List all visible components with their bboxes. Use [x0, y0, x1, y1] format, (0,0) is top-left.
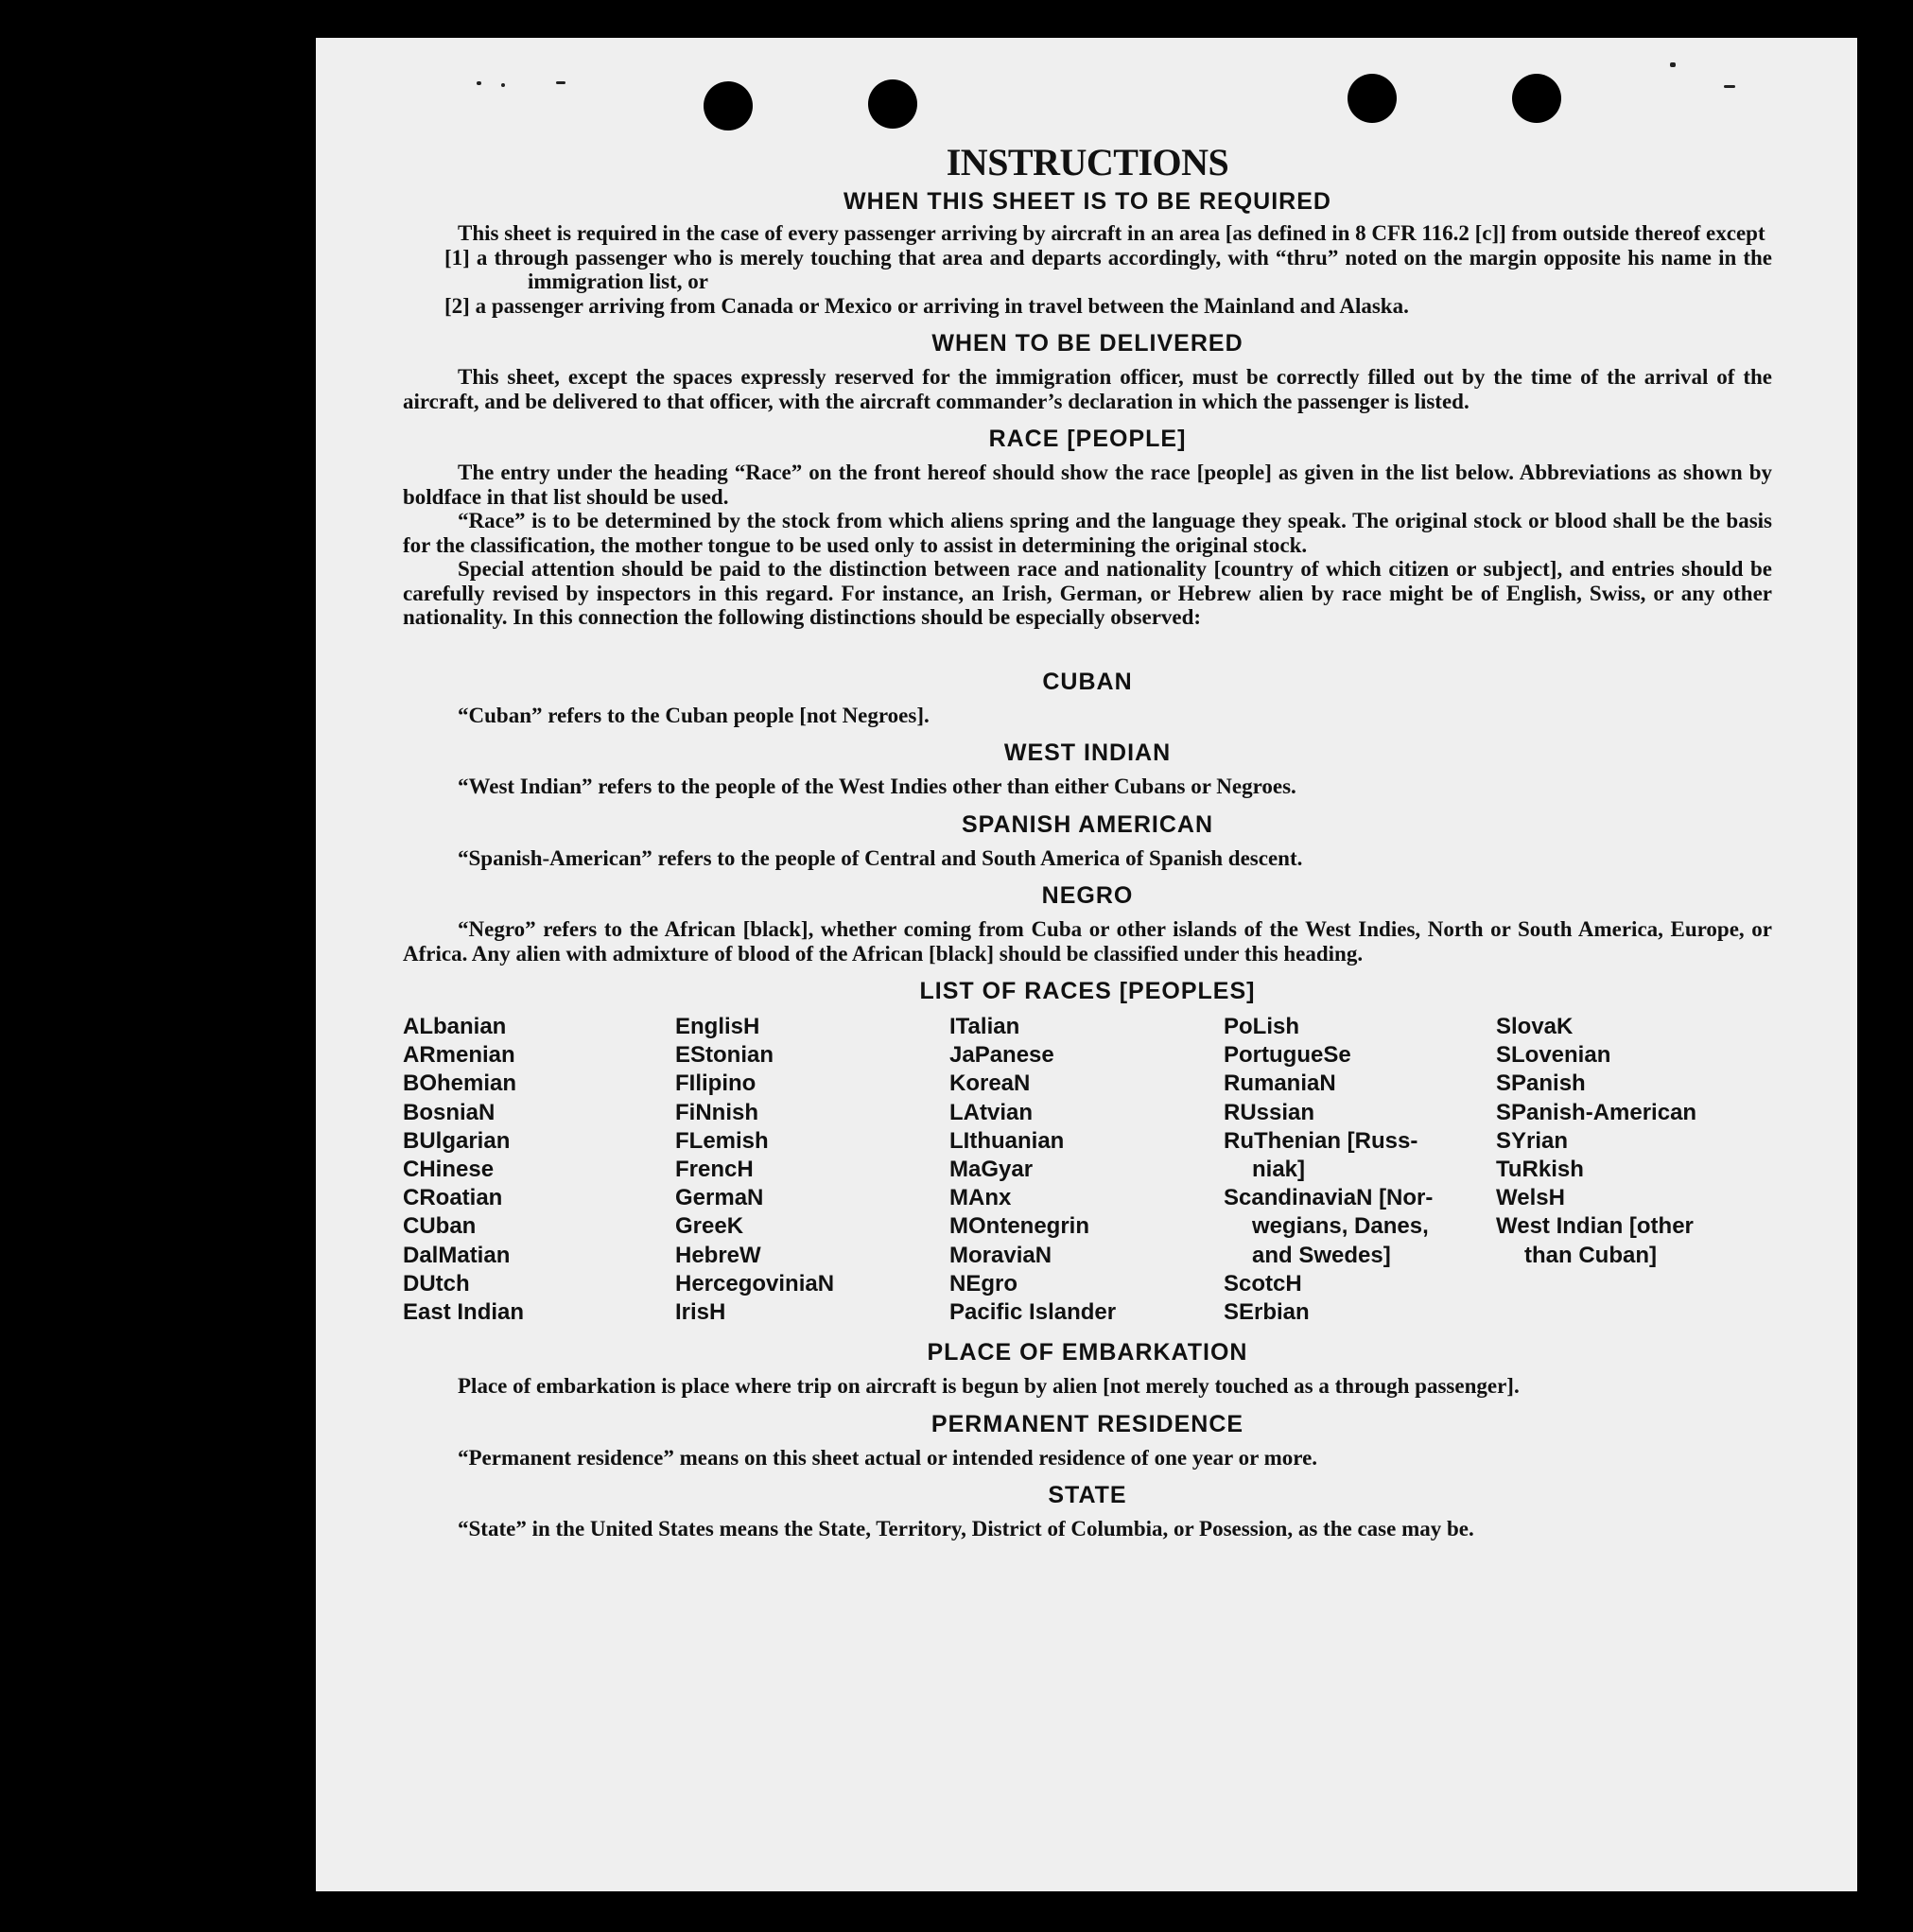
race-entry: SPanish-American [1496, 1099, 1697, 1125]
race-entry: FrencH [675, 1157, 754, 1183]
paragraph: “Permanent residence” means on this sheet actual or intended residence of one year or more. [458, 1445, 1318, 1470]
race-column [675, 1013, 949, 1327]
race-entry: LIthuanian [949, 1127, 1065, 1154]
section-heading: LIST OF RACES [PEOPLES] [919, 978, 1256, 1004]
race-entry: EnglisH [675, 1014, 760, 1039]
race-entry: TuRkish [1496, 1157, 1584, 1183]
race-entry: SLovenian [1496, 1042, 1611, 1069]
race-entry: BUlgarian [403, 1127, 511, 1154]
race-list [403, 1013, 1772, 1327]
race-entry: DalMatian [403, 1242, 511, 1268]
section-heading: NEGRO [1041, 882, 1134, 909]
race-entry: RumaniaN [1224, 1070, 1336, 1097]
race-entry: LAtvian [949, 1099, 1034, 1125]
race-entry: than Cuban] [1524, 1242, 1657, 1268]
race-entry: GermaN [675, 1185, 764, 1211]
race-entry: PortugueSe [1224, 1042, 1351, 1069]
page-title: INSTRUCTIONS [946, 141, 1229, 183]
section-heading: RACE [PEOPLE] [988, 426, 1187, 452]
race-column [1496, 1013, 1772, 1327]
instructions-content [403, 140, 1772, 1541]
speck [556, 81, 565, 84]
race-entry: MoraviaN [949, 1242, 1052, 1268]
speck [1670, 62, 1676, 67]
section-heading: CUBAN [1042, 668, 1133, 695]
race-entry: MAnx [949, 1185, 1012, 1211]
list-item: [1] a through passenger who is merely touching that area and departs accordingly, with “thru” noted on the margin opposite his name in the immigration list, or [444, 245, 1772, 293]
race-entry: Pacific Islander [949, 1299, 1117, 1326]
race-entry: SYrian [1496, 1127, 1569, 1154]
paragraph: “State” in the United States means the State, Territory, District of Columbia, or Posession, as the case may be. [458, 1517, 1474, 1541]
race-entry: West Indian [other [1496, 1213, 1694, 1240]
paragraph: The entry under the heading “Race” on the front hereof should show the race [people] as given in the list below. Abbreviations as shown by boldface in that list should be used. [403, 461, 1772, 509]
race-entry: EStonian [675, 1042, 774, 1069]
race-entry: wegians, Danes, [1252, 1213, 1429, 1240]
section-heading: SPANISH AMERICAN [961, 810, 1213, 838]
section-heading: WHEN THIS SHEET IS TO BE REQUIRED [843, 188, 1331, 215]
race-entry: PoLish [1224, 1014, 1300, 1039]
race-column [949, 1013, 1224, 1327]
list-item: [2] a passenger arriving from Canada or Mexico or arriving in travel between the Mainland and Alaska. [444, 293, 1409, 318]
race-column [1224, 1013, 1496, 1327]
race-entry: SlovaK [1496, 1014, 1574, 1039]
race-entry: SErbian [1224, 1299, 1310, 1326]
race-entry: BosniaN [403, 1099, 496, 1125]
race-entry: CUban [403, 1213, 477, 1240]
race-entry: HebreW [675, 1242, 761, 1268]
paragraph: “West Indian” refers to the people of the West Indies other than either Cubans or Negroes. [458, 775, 1296, 798]
speck [501, 83, 505, 87]
paragraph: “Race” is to be determined by the stock from which aliens spring and the language they speak. The original stock or blood shall be the basis for the classification, the mother tongue to be used only to assist in determining the original stock. [403, 509, 1772, 557]
speck [477, 81, 481, 85]
section-heading: PERMANENT RESIDENCE [930, 1410, 1244, 1437]
race-entry: FIlipino [675, 1070, 757, 1097]
race-entry: RuThenian [Russ- [1224, 1127, 1418, 1154]
race-entry: KoreaN [949, 1070, 1031, 1097]
race-entry: JaPanese [949, 1042, 1054, 1069]
paragraph: “Negro” refers to the African [black], whether coming from Cuba or other islands of the West Indies, North or South America, Europe, or Africa. Any alien with admixture of blood of the African [black] should be classified under this heading. [403, 917, 1772, 966]
section-heading: WEST INDIAN [1003, 740, 1172, 766]
section-heading: STATE [1048, 1482, 1127, 1509]
speck [1724, 85, 1735, 88]
race-entry: CHinese [403, 1157, 495, 1183]
race-entry: RUssian [1224, 1099, 1315, 1125]
race-entry: CRoatian [403, 1185, 503, 1211]
race-entry: GreeK [675, 1213, 744, 1240]
race-entry: NEgro [949, 1270, 1017, 1297]
race-entry: ScotcH [1224, 1270, 1302, 1297]
race-entry: HercegoviniaN [675, 1270, 835, 1297]
race-entry: SPanish [1496, 1070, 1586, 1097]
race-entry: ScandinaviaN [Nor- [1224, 1185, 1434, 1211]
race-entry: DUtch [403, 1270, 470, 1297]
race-entry: ARmenian [403, 1042, 515, 1069]
race-entry: BOhemian [403, 1070, 517, 1097]
section-heading: PLACE OF EMBARKATION [927, 1339, 1248, 1366]
paragraph: Special attention should be paid to the distinction between race and nationality [country of which citizen or subject], and entries should be carefully revised by inspectors in this regard. For instance, an Irish, German, or Hebrew alien by race might be of English, Swiss, or any other nationality. In this connection the following distinctions should be especially observed: [403, 557, 1772, 629]
race-entry: niak] [1252, 1157, 1306, 1183]
race-entry: and Swedes] [1252, 1242, 1391, 1268]
race-column [403, 1013, 675, 1327]
section-heading: WHEN TO BE DELIVERED [931, 330, 1243, 357]
race-entry: ITalian [949, 1014, 1020, 1039]
race-entry: ALbanian [403, 1014, 507, 1039]
punch-hole [1348, 74, 1397, 123]
paragraph: “Spanish-American” refers to the people of Central and South America of Spanish descent. [458, 845, 1303, 870]
paragraph: This sheet is required in the case of every passenger arriving by aircraft in an area [as defined in 8 CFR 116.2 [c]] from outside thereof except [458, 221, 1765, 245]
paragraph: “Cuban” refers to the Cuban people [not Negroes]. [458, 703, 930, 727]
race-entry: East Indian [403, 1299, 525, 1326]
race-entry: WelsH [1496, 1185, 1565, 1211]
punch-hole [868, 79, 917, 129]
paragraph: Place of embarkation is place where trip on aircraft is begun by alien [not merely touched as a through passenger]. [458, 1374, 1520, 1399]
paragraph: This sheet, except the spaces expressly reserved for the immigration officer, must be correctly filled out by the time of the arrival of the aircraft, and be delivered to that officer, with the aircraft commander’s declaration in which the passenger is listed. [403, 365, 1772, 413]
document-page [316, 38, 1857, 1891]
race-entry: FiNnish [675, 1099, 758, 1125]
race-entry: MOntenegrin [949, 1213, 1089, 1240]
race-entry: FLemish [675, 1127, 769, 1154]
race-entry: IrisH [675, 1299, 726, 1326]
punch-hole [1512, 74, 1561, 123]
punch-hole [704, 81, 753, 131]
race-entry: MaGyar [949, 1157, 1034, 1183]
